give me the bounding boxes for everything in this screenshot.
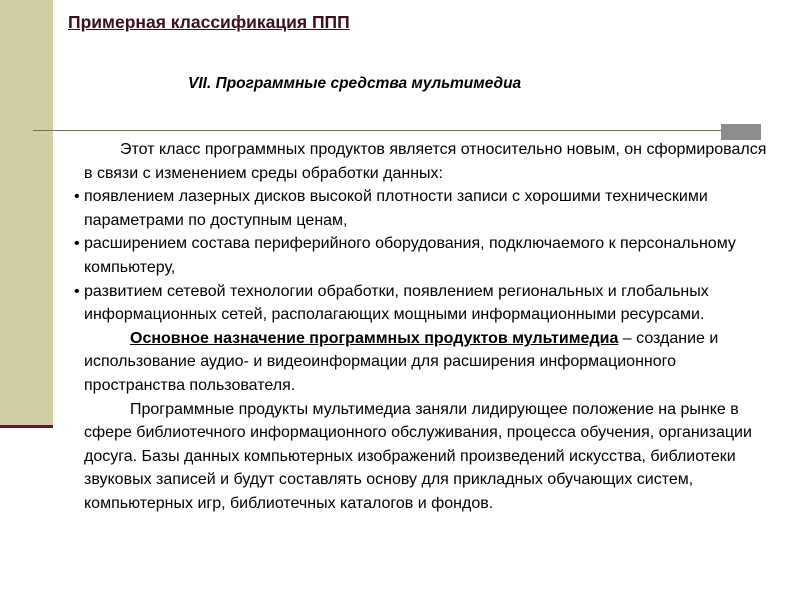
slide-subtitle: VII. Программные средства мультимедиа <box>188 75 522 92</box>
purpose-text: – создание и использование аудио- и видеоинформации для расширения информационного пространства пользователя. <box>84 329 719 394</box>
purpose-label: Основное назначение программных продуктов мультимедиа <box>130 329 619 347</box>
intro-paragraph: Этот класс программных продуктов является относительно новым, он сформировался в связи с изменением среды обработки данных: <box>84 141 767 182</box>
bullet-item <box>74 185 774 232</box>
closing-paragraph: Программные продукты мультимедиа заняли лидирующее положение на рынке в сфере библиотечного информационного обслуживания, процесса обучения, организации досуга. Базы данных компьютерных изображений произведений искусства, библиотеки звуковых записей и будут составлять основу для прикладных обучающих систем, компьютерных игр, библиотечных каталогов и фондов. <box>84 400 752 512</box>
divider-line <box>33 130 723 131</box>
bullet-item <box>74 232 774 279</box>
bullet-text: появлением лазерных дисков высокой плотности записи с хорошими техническими параметрами по доступным ценам, <box>84 188 708 229</box>
sidebar-accent-line <box>0 425 53 428</box>
slide-title: Примерная классификация ППП <box>68 12 350 32</box>
bullet-icon: • <box>74 188 80 206</box>
bullet-item <box>74 280 774 327</box>
sidebar-decoration <box>0 0 53 425</box>
purpose-paragraph <box>74 327 774 398</box>
bullet-icon: • <box>74 282 80 300</box>
bullet-text: расширением состава периферийного оборудования, подключаемого к персональному компьютеру, <box>84 235 736 276</box>
slide-body <box>74 138 774 516</box>
bullet-icon: • <box>74 235 80 253</box>
bullet-text: развитием сетевой технологии обработки, появлением региональных и глобальных информационных сетей, располагающих мощными информационными ресурсами. <box>84 282 709 324</box>
